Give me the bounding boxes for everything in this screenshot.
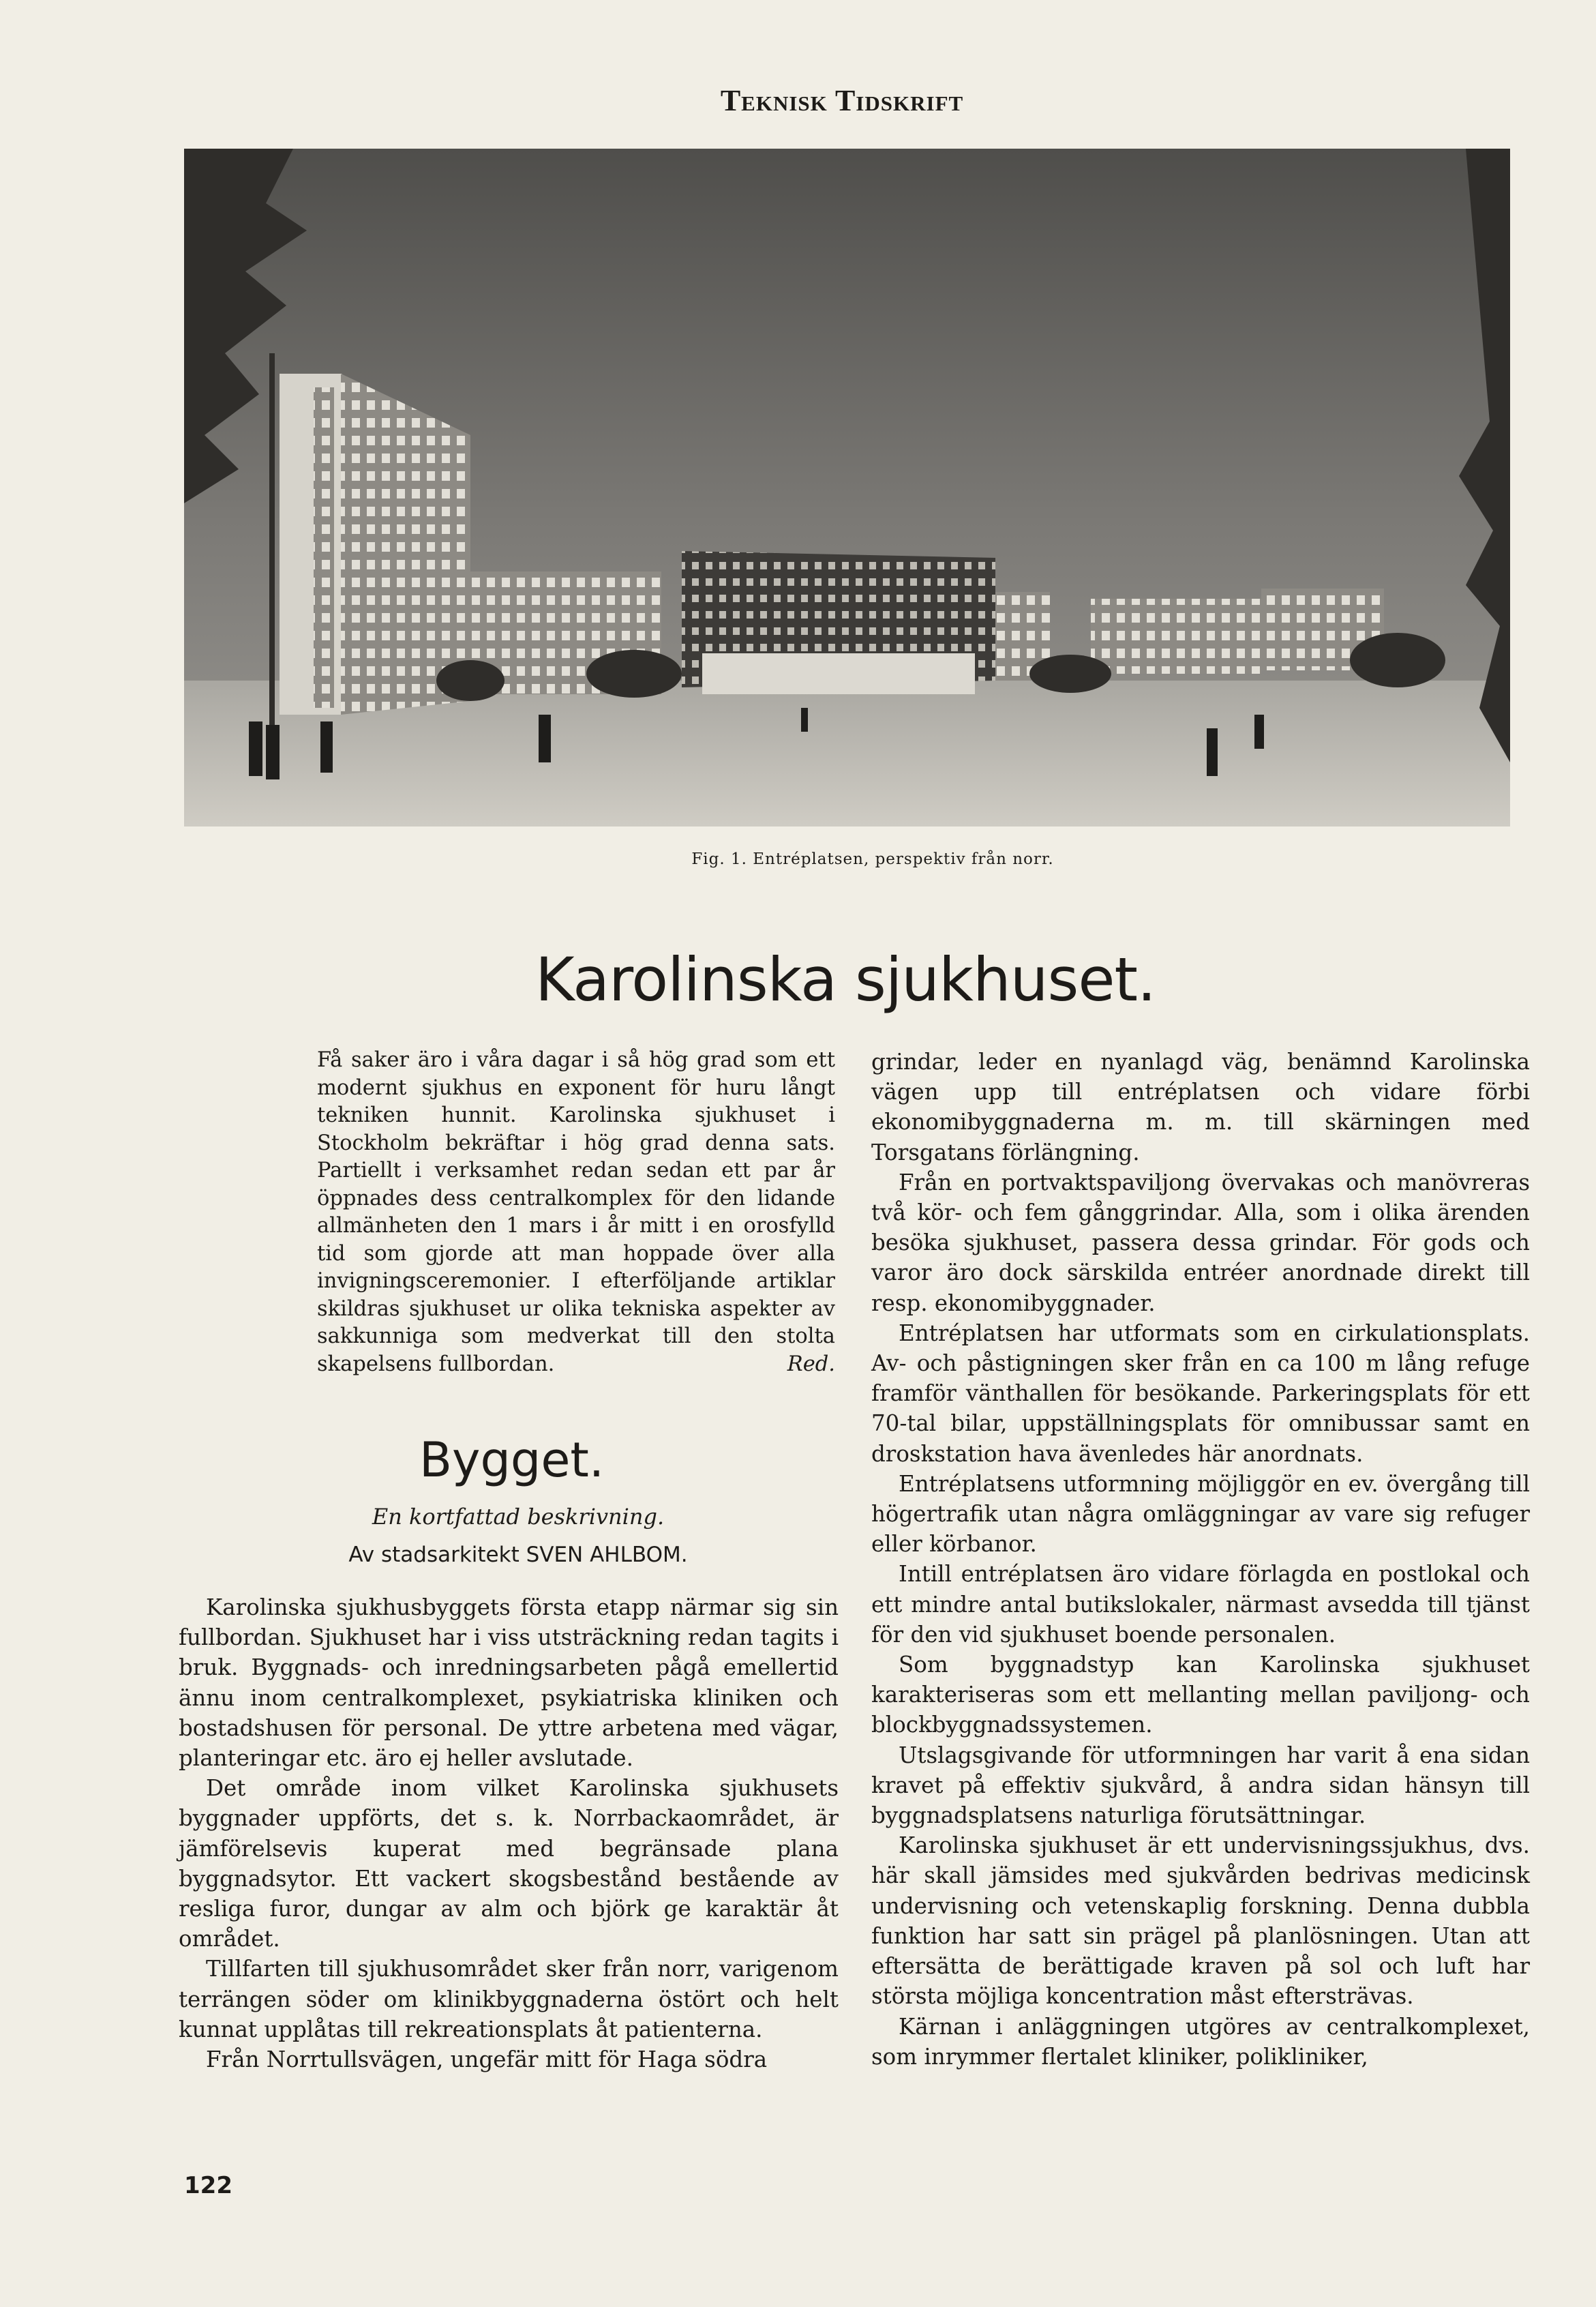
section-title: Bygget. [419, 1432, 605, 1488]
article-title: Karolinska sjukhuset. [534, 944, 1156, 1015]
paragraph: Intill entréplatsen äro vidare förlagda en postlokal och ett mindre antal butikslokaler, närmast avsedda till tjänst för den vid sjukhuset boende personalen. [871, 1561, 1530, 1648]
intro-text: Få saker äro i våra dagar i så hög grad som ett modernt sjukhus en exponent för huru långt tekniken hunnit. Karolinska sjukhuset i Stockholm bekräftar i hög grad denna sats. Partiellt i verksamhet redan sedan ett par år öppnades dess centralkomplex för den lidande allmänheten den 1 mars i år mitt i en orosfylld tid som gjorde att man hoppade över alla invigningsceremonier. I efterföljande artiklar skildras sjukhuset ur olika tekniska aspekter av sakkunniga som medverkat till den stolta skapelsens fullbordan. [317, 1048, 835, 1376]
section-subtitle: En kortfattad beskrivning. [372, 1504, 665, 1530]
paragraph: Entréplatsen har utformats som en cirkulationsplats. Av- och påstigningen sker från en ca 100 m lång refuge framför vänthallen för besökande. Parkeringsplats för ett 70-tal bilar, uppställningsplats för omnibussar samt en droskstation hava ävenledes här anordnats. [871, 1320, 1530, 1467]
paragraph: grindar, leder en nyanlagd väg, benämnd Karolinska vägen upp till entréplatsen och vidare förbi ekonomibyggnaderna m. m. till skärningen med Torsgatans förlängning. [871, 1049, 1530, 1165]
paragraph: Det område inom vilket Karolinska sjukhusets byggnader uppförts, det s. k. Norrbackaområdet, är jämförelsevis kuperat med begränsade plana byggnadsytor. Ett vackert skogsbestånd bestående av resliga furor, dungar av alm och björk ge karaktär åt området. [179, 1775, 839, 1952]
figure-perspective-drawing [184, 149, 1510, 827]
paragraph: Karolinska sjukhuset är ett undervisningssjukhus, dvs. här skall jämsides med sjukvården bedrivas medicinsk undervisning och vetenskaplig forskning. Denna dubbla funktion har satt sin prägel på planlösningen. Utan att eftersätta de berättigade kraven på sol och luft har största möjliga koncentration måst eftersträvas. [871, 1832, 1530, 2010]
paragraph: Karolinska sjukhusbyggets första etapp närmar sig sin fullbordan. Sjukhuset har i viss utsträckning redan tagits i bruk. Byggnads- och inredningsarbeten pågå emellertid ännu inom centralkomplexet, psykiatriska kliniken och bostadshusen för personal. De yttre arbetena med vägar, planteringar etc. äro ej heller avslutade. [179, 1594, 839, 1772]
paragraph: Kärnan i anläggningen utgöres av centralkomplexet, som inrymmer flertalet kliniker, polikliniker, [871, 2013, 1530, 2070]
journal-header: Teknisk Tidskrift [720, 84, 964, 117]
paragraph: Från en portvaktspaviljong övervakas och manövreras två kör- och fem gånggrindar. Alla, som i olika ärenden besöka sjukhuset, passera dessa grindar. För gods och varor äro dock särskilda entréer anordnade direkt till resp. ekonomibyggnader. [871, 1169, 1530, 1316]
paragraph: Tillfarten till sjukhusområdet sker från norr, varigenom terrängen söder om klinikbyggnaderna östört och helt kunnat upplåtas till rekreationsplats åt patienterna. [179, 1956, 839, 2042]
figure-caption: Fig. 1. Entréplatsen, perspektiv från norr. [691, 850, 1054, 868]
editorial-intro [317, 1047, 835, 1408]
paragraph: Entréplatsens utformning möjliggör en ev. övergång till högertrafik utan några omläggningar av vare sig refuger eller körbanor. [871, 1470, 1530, 1558]
text-column-left [179, 1592, 839, 2145]
intro-signature: Red. [787, 1352, 835, 1376]
page-number: 122 [184, 2172, 232, 2199]
text-column-right [871, 1047, 1530, 2138]
hospital-perspective-illustration [184, 149, 1510, 827]
paragraph: Som byggnadstyp kan Karolinska sjukhuset karakteriseras som ett mellanting mellan paviljong- och blockbyggnadssystemen. [871, 1652, 1530, 1738]
paragraph: Utslagsgivande för utformningen har varit å ena sidan kravet på effektiv sjukvård, å andra sidan hänsyn till byggnadsplatsens naturliga förutsättningar. [871, 1742, 1530, 1829]
author-byline: Av stadsarkitekt SVEN AHLBOM. [348, 1543, 688, 1567]
paragraph: Från Norrtullsvägen, ungefär mitt för Haga södra [206, 2046, 768, 2073]
